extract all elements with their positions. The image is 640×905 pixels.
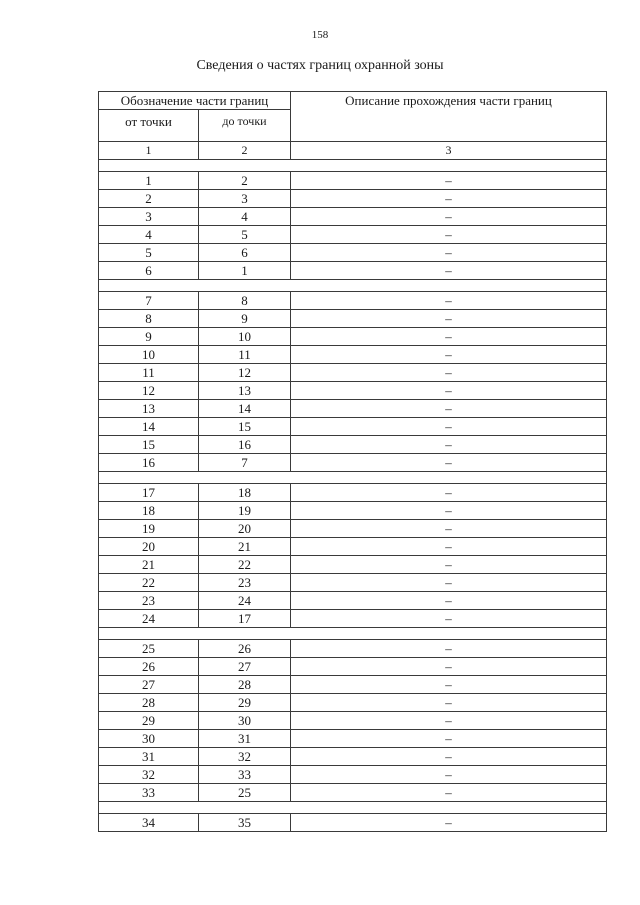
- cell-to-point: 17: [199, 610, 291, 628]
- table-row: [99, 520, 607, 538]
- cell-from-point: 32: [99, 766, 199, 784]
- cell-from-point: 11: [99, 364, 199, 382]
- cell-description: –: [291, 346, 607, 364]
- table-row: [99, 190, 607, 208]
- cell-from-point: 27: [99, 676, 199, 694]
- table-row: [99, 226, 607, 244]
- section-separator: [99, 472, 607, 484]
- cell-from-point: 24: [99, 610, 199, 628]
- cell-to-point: 19: [199, 502, 291, 520]
- cell-from-point: 9: [99, 328, 199, 346]
- cell-to-point: 31: [199, 730, 291, 748]
- table-row: [99, 484, 607, 502]
- cell-to-point: 3: [199, 190, 291, 208]
- cell-to-point: 26: [199, 640, 291, 658]
- cell-description: –: [291, 712, 607, 730]
- table-row: [99, 730, 607, 748]
- cell-description: –: [291, 484, 607, 502]
- cell-to-point: 21: [199, 538, 291, 556]
- cell-description: –: [291, 610, 607, 628]
- section-separator-row: [99, 160, 607, 172]
- cell-from-point: 31: [99, 748, 199, 766]
- cell-description: –: [291, 538, 607, 556]
- cell-to-point: 12: [199, 364, 291, 382]
- document-title: Сведения о частях границ охранной зоны: [196, 58, 444, 73]
- section-separator: [99, 628, 607, 640]
- cell-from-point: 25: [99, 640, 199, 658]
- cell-from-point: 17: [99, 484, 199, 502]
- cell-description: –: [291, 592, 607, 610]
- cell-description: –: [291, 310, 607, 328]
- table-row: [99, 454, 607, 472]
- cell-description: –: [291, 520, 607, 538]
- cell-to-point: 13: [199, 382, 291, 400]
- cell-description: –: [291, 190, 607, 208]
- cell-from-point: 4: [99, 226, 199, 244]
- column-number: 2: [199, 142, 291, 160]
- cell-to-point: 32: [199, 748, 291, 766]
- cell-from-point: 18: [99, 502, 199, 520]
- cell-to-point: 6: [199, 244, 291, 262]
- table-row: [99, 502, 607, 520]
- cell-from-point: 19: [99, 520, 199, 538]
- header-from-point: от точки: [99, 110, 199, 142]
- table-row: [99, 814, 607, 832]
- table-row: [99, 712, 607, 730]
- cell-from-point: 3: [99, 208, 199, 226]
- cell-description: –: [291, 730, 607, 748]
- cell-description: –: [291, 400, 607, 418]
- cell-from-point: 34: [99, 814, 199, 832]
- header-row: [99, 92, 607, 110]
- cell-from-point: 6: [99, 262, 199, 280]
- table-row: [99, 400, 607, 418]
- table-row: [99, 436, 607, 454]
- header-boundary-designation: Обозначение части границ: [99, 92, 291, 110]
- cell-from-point: 30: [99, 730, 199, 748]
- cell-description: –: [291, 694, 607, 712]
- cell-description: –: [291, 436, 607, 454]
- page-number: 158: [311, 29, 329, 41]
- cell-from-point: 2: [99, 190, 199, 208]
- table-row: [99, 172, 607, 190]
- cell-description: –: [291, 784, 607, 802]
- cell-from-point: 23: [99, 592, 199, 610]
- cell-description: –: [291, 814, 607, 832]
- column-number: 3: [291, 142, 607, 160]
- cell-to-point: 18: [199, 484, 291, 502]
- cell-to-point: 24: [199, 592, 291, 610]
- cell-from-point: 16: [99, 454, 199, 472]
- cell-to-point: 8: [199, 292, 291, 310]
- table-row: [99, 748, 607, 766]
- cell-to-point: 29: [199, 694, 291, 712]
- cell-description: –: [291, 748, 607, 766]
- cell-from-point: 12: [99, 382, 199, 400]
- table-row: [99, 310, 607, 328]
- table-row: [99, 244, 607, 262]
- header-description: Описание прохождения части границ: [291, 92, 607, 142]
- section-separator-row: [99, 472, 607, 484]
- section-separator-row: [99, 802, 607, 814]
- cell-description: –: [291, 328, 607, 346]
- cell-to-point: 25: [199, 784, 291, 802]
- table-row: [99, 676, 607, 694]
- section-separator: [99, 802, 607, 814]
- cell-to-point: 30: [199, 712, 291, 730]
- column-number: 1: [99, 142, 199, 160]
- cell-from-point: 28: [99, 694, 199, 712]
- table-row: [99, 262, 607, 280]
- table-row: [99, 610, 607, 628]
- cell-to-point: 16: [199, 436, 291, 454]
- cell-to-point: 7: [199, 454, 291, 472]
- table-row: [99, 364, 607, 382]
- cell-description: –: [291, 454, 607, 472]
- cell-description: –: [291, 556, 607, 574]
- cell-to-point: 27: [199, 658, 291, 676]
- table-row: [99, 418, 607, 436]
- cell-to-point: 23: [199, 574, 291, 592]
- section-separator: [99, 280, 607, 292]
- cell-to-point: 22: [199, 556, 291, 574]
- cell-from-point: 7: [99, 292, 199, 310]
- cell-from-point: 29: [99, 712, 199, 730]
- cell-description: –: [291, 226, 607, 244]
- cell-description: –: [291, 262, 607, 280]
- cell-to-point: 28: [199, 676, 291, 694]
- cell-description: –: [291, 244, 607, 262]
- cell-description: –: [291, 208, 607, 226]
- cell-description: –: [291, 658, 607, 676]
- table-row: [99, 592, 607, 610]
- cell-description: –: [291, 766, 607, 784]
- cell-description: –: [291, 640, 607, 658]
- cell-from-point: 33: [99, 784, 199, 802]
- cell-to-point: 10: [199, 328, 291, 346]
- section-separator-row: [99, 628, 607, 640]
- cell-description: –: [291, 382, 607, 400]
- cell-to-point: 9: [199, 310, 291, 328]
- cell-from-point: 15: [99, 436, 199, 454]
- table-row: [99, 382, 607, 400]
- cell-to-point: 2: [199, 172, 291, 190]
- cell-from-point: 10: [99, 346, 199, 364]
- cell-to-point: 11: [199, 346, 291, 364]
- cell-description: –: [291, 676, 607, 694]
- table-row: [99, 640, 607, 658]
- cell-to-point: 35: [199, 814, 291, 832]
- table-row: [99, 538, 607, 556]
- cell-from-point: 26: [99, 658, 199, 676]
- table-row: [99, 556, 607, 574]
- table-row: [99, 292, 607, 310]
- cell-from-point: 1: [99, 172, 199, 190]
- cell-from-point: 14: [99, 418, 199, 436]
- table-row: [99, 766, 607, 784]
- cell-from-point: 20: [99, 538, 199, 556]
- table-row: [99, 694, 607, 712]
- cell-to-point: 4: [199, 208, 291, 226]
- cell-description: –: [291, 292, 607, 310]
- cell-to-point: 14: [199, 400, 291, 418]
- cell-to-point: 33: [199, 766, 291, 784]
- cell-description: –: [291, 364, 607, 382]
- table-row: [99, 784, 607, 802]
- cell-description: –: [291, 502, 607, 520]
- cell-to-point: 1: [199, 262, 291, 280]
- cell-to-point: 15: [199, 418, 291, 436]
- cell-to-point: 5: [199, 226, 291, 244]
- column-number-row: [99, 142, 607, 160]
- cell-description: –: [291, 574, 607, 592]
- table-row: [99, 328, 607, 346]
- table-row: [99, 574, 607, 592]
- cell-from-point: 21: [99, 556, 199, 574]
- cell-to-point: 20: [199, 520, 291, 538]
- section-separator-row: [99, 280, 607, 292]
- cell-description: –: [291, 172, 607, 190]
- table-row: [99, 346, 607, 364]
- cell-from-point: 22: [99, 574, 199, 592]
- section-separator: [99, 160, 607, 172]
- cell-from-point: 5: [99, 244, 199, 262]
- boundary-table: [98, 91, 607, 832]
- cell-from-point: 8: [99, 310, 199, 328]
- header-to-point: до точки: [199, 110, 291, 142]
- cell-description: –: [291, 418, 607, 436]
- table-row: [99, 208, 607, 226]
- cell-from-point: 13: [99, 400, 199, 418]
- table-row: [99, 658, 607, 676]
